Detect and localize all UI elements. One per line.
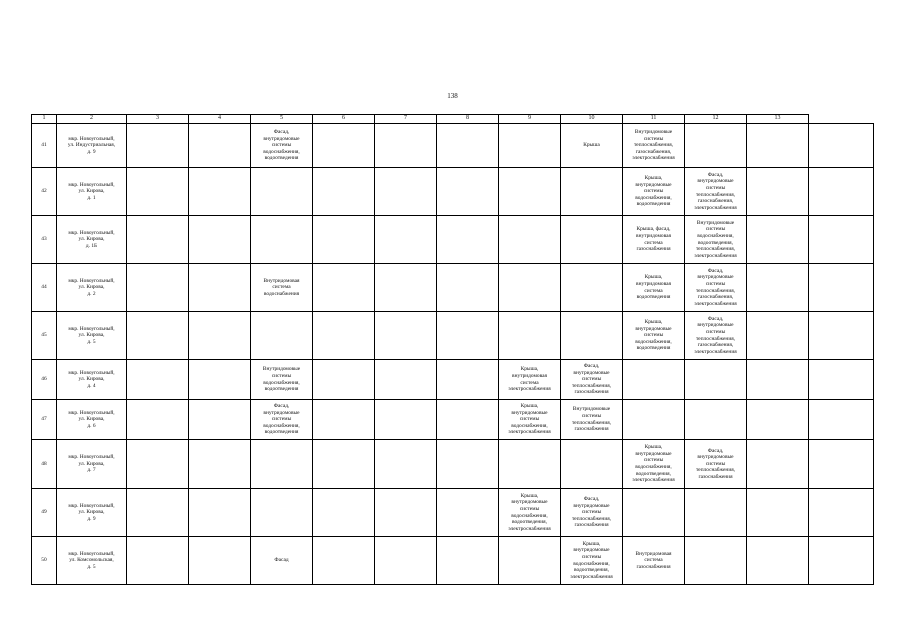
address-cell: мкр. Новоугольный, ул. Кирова, д. 6 [57, 400, 127, 440]
work-cell: Внутридомовая система газоснабжения [623, 537, 685, 585]
table-row [32, 440, 874, 489]
work-cell [623, 400, 685, 440]
work-cell [809, 537, 874, 585]
work-cell: Крыша, фасад, внутридомовая система газоснабжения [623, 216, 685, 264]
work-cell [189, 400, 251, 440]
work-cell [251, 168, 313, 216]
work-cell [685, 360, 747, 400]
work-cell: Крыша [561, 124, 623, 168]
column-header: 9 [499, 115, 561, 124]
work-cell [375, 360, 437, 400]
work-cell [313, 312, 375, 360]
work-cell [375, 440, 437, 489]
column-header: 13 [747, 115, 809, 124]
work-cell [375, 312, 437, 360]
work-cell: Фасад, внутридомовые системы водоснабжения, водоотведения [251, 124, 313, 168]
work-cell: Крыша, внутридомовые системы водоснабжения, водоотведения, электроснабжения [623, 440, 685, 489]
work-cell: Внутридомовая система водоснабжения [251, 264, 313, 312]
work-cell: Крыша, внутридомовая система водоотведения [623, 264, 685, 312]
work-cell [747, 360, 809, 400]
column-header: 10 [561, 115, 623, 124]
page-number: 138 [447, 92, 458, 100]
work-cell [375, 537, 437, 585]
work-cell [437, 168, 499, 216]
work-cell [561, 264, 623, 312]
work-cell [375, 264, 437, 312]
work-cell [189, 440, 251, 489]
column-header: 3 [127, 115, 189, 124]
work-cell [127, 360, 189, 400]
work-cell [685, 489, 747, 537]
work-cell: Внутридомовые системы теплоснабжения, газоснабжения, электроснабжения [623, 124, 685, 168]
address-cell: мкр. Новоугольный, ул. Комсомольская, д. 5 [57, 537, 127, 585]
work-cell [809, 264, 874, 312]
work-cell [251, 440, 313, 489]
table-row [32, 264, 874, 312]
table-row [32, 124, 874, 168]
work-cell [623, 489, 685, 537]
work-cell: Фасад, внутридомовые системы теплоснабжения, газоснабжения, электроснабжения [685, 264, 747, 312]
address-cell: мкр. Новоугольный, ул. Кирова, д. 2 [57, 264, 127, 312]
work-cell [437, 264, 499, 312]
work-cell [499, 168, 561, 216]
column-header: 4 [189, 115, 251, 124]
work-cell [127, 400, 189, 440]
column-header: 2 [57, 115, 127, 124]
work-cell [561, 312, 623, 360]
work-cell [189, 216, 251, 264]
row-number: 42 [32, 168, 57, 216]
work-cell [499, 312, 561, 360]
work-cell [747, 216, 809, 264]
work-cell: Крыша, внутридомовые системы водоснабжения, водоотведения [623, 168, 685, 216]
work-cell: Фасад, внутридомовые системы теплоснабжения, газоснабжения [561, 360, 623, 400]
work-cell [747, 264, 809, 312]
row-number: 45 [32, 312, 57, 360]
work-cell [127, 216, 189, 264]
work-cell [809, 360, 874, 400]
row-number: 49 [32, 489, 57, 537]
work-cell [499, 440, 561, 489]
row-number: 41 [32, 124, 57, 168]
column-header: 11 [623, 115, 685, 124]
work-cell [127, 312, 189, 360]
work-cell: Крыша, внутридомовые системы водоснабжения, электроснабжения [499, 400, 561, 440]
table-row [32, 216, 874, 264]
work-cell [499, 124, 561, 168]
work-cell [809, 216, 874, 264]
row-number: 48 [32, 440, 57, 489]
work-cell [251, 489, 313, 537]
work-cell [375, 489, 437, 537]
column-header: 1 [32, 115, 57, 124]
work-cell [437, 537, 499, 585]
address-cell: мкр. Новоугольный, ул. Индустриальная, д. 9 [57, 124, 127, 168]
row-number: 43 [32, 216, 57, 264]
row-number: 46 [32, 360, 57, 400]
table-row [32, 537, 874, 585]
work-cell [747, 489, 809, 537]
work-cell [127, 124, 189, 168]
work-cell [809, 440, 874, 489]
table-row [32, 489, 874, 537]
table-row [32, 312, 874, 360]
work-cell [809, 312, 874, 360]
address-cell: мкр. Новоугольный, ул. Кирова, д. 7 [57, 440, 127, 489]
work-cell [499, 216, 561, 264]
work-cell [127, 537, 189, 585]
work-cell [313, 360, 375, 400]
row-number: 50 [32, 537, 57, 585]
work-cell [437, 312, 499, 360]
work-cell [747, 440, 809, 489]
work-cell [437, 216, 499, 264]
work-cell: Крыша, внутридомовые системы водоснабжения, водоотведения, электроснабжения [561, 537, 623, 585]
work-cell: Фасад, внутридомовые системы теплоснабжения, газоснабжения, электроснабжения [685, 168, 747, 216]
work-cell [313, 264, 375, 312]
table-row [32, 400, 874, 440]
work-cell [747, 312, 809, 360]
work-cell [685, 400, 747, 440]
work-cell [127, 440, 189, 489]
work-cell [747, 124, 809, 168]
work-cell [127, 264, 189, 312]
column-header: 12 [685, 115, 747, 124]
work-cell: Крыша, внутридомовые системы водоснабжения, водоотведения, электроснабжения [499, 489, 561, 537]
work-cell: Внутридомовые системы водоснабжения, водоотведения [251, 360, 313, 400]
work-cell [189, 124, 251, 168]
address-cell: мкр. Новоугольный, ул. Кирова, д. 5 [57, 312, 127, 360]
address-cell: мкр. Новоугольный, ул. Кирова, д. 9 [57, 489, 127, 537]
work-cell [809, 400, 874, 440]
work-cell [189, 168, 251, 216]
work-cell [437, 400, 499, 440]
work-cell [437, 360, 499, 400]
work-cell: Фасад, внутридомовые системы теплоснабжения, газоснабжения [685, 440, 747, 489]
work-cell [809, 124, 874, 168]
work-cell [375, 216, 437, 264]
work-cell: Фасад [251, 537, 313, 585]
row-number: 47 [32, 400, 57, 440]
work-cell: Фасад, внутридомовые системы теплоснабжения, газоснабжения, электроснабжения [685, 312, 747, 360]
work-cell [747, 400, 809, 440]
table-row [32, 360, 874, 400]
column-header: 5 [251, 115, 313, 124]
work-cell [313, 400, 375, 440]
work-cell [313, 168, 375, 216]
work-cell [809, 168, 874, 216]
work-cell [127, 489, 189, 537]
work-cell [809, 489, 874, 537]
work-cell [561, 168, 623, 216]
work-cell [561, 440, 623, 489]
work-cell [375, 124, 437, 168]
column-header: 7 [375, 115, 437, 124]
work-cell: Фасад, внутридомовые системы теплоснабжения, газоснабжения [561, 489, 623, 537]
work-cell [499, 264, 561, 312]
work-cell [313, 124, 375, 168]
column-header: 8 [437, 115, 499, 124]
work-cell: Крыша, внутридомовая система электроснабжения [499, 360, 561, 400]
work-cell [251, 216, 313, 264]
work-cell [189, 312, 251, 360]
work-cell [499, 537, 561, 585]
work-cell [375, 168, 437, 216]
table-row [32, 168, 874, 216]
repair-schedule-table [31, 114, 874, 585]
address-cell: мкр. Новоугольный, ул. Кирова, д. 1 [57, 168, 127, 216]
column-header: 6 [313, 115, 375, 124]
work-cell [685, 124, 747, 168]
work-cell [189, 537, 251, 585]
work-cell [127, 168, 189, 216]
work-cell [189, 360, 251, 400]
address-cell: мкр. Новоугольный, ул. Кирова, д. 4 [57, 360, 127, 400]
work-cell [313, 537, 375, 585]
work-cell [561, 216, 623, 264]
work-cell [189, 264, 251, 312]
work-cell [189, 489, 251, 537]
work-cell: Внутридомовые системы водоснабжения, водоотведения, теплоснабжения, электроснабжения [685, 216, 747, 264]
table-header-row [32, 115, 874, 124]
address-cell: мкр. Новоугольный, ул. Кирова, д. 1Б [57, 216, 127, 264]
work-cell [747, 537, 809, 585]
work-cell [623, 360, 685, 400]
work-cell [375, 400, 437, 440]
work-cell: Фасад, внутридомовые системы водоснабжения, водоотведения [251, 400, 313, 440]
work-cell [747, 168, 809, 216]
work-cell [685, 537, 747, 585]
work-cell [437, 489, 499, 537]
work-cell: Крыша, внутридомовые системы водоснабжения, водоотведения [623, 312, 685, 360]
work-cell [251, 312, 313, 360]
work-cell [313, 216, 375, 264]
work-cell [313, 440, 375, 489]
work-cell [313, 489, 375, 537]
work-cell [437, 124, 499, 168]
work-cell [437, 440, 499, 489]
row-number: 44 [32, 264, 57, 312]
work-cell: Внутридомовые системы теплоснабжения, газоснабжения [561, 400, 623, 440]
